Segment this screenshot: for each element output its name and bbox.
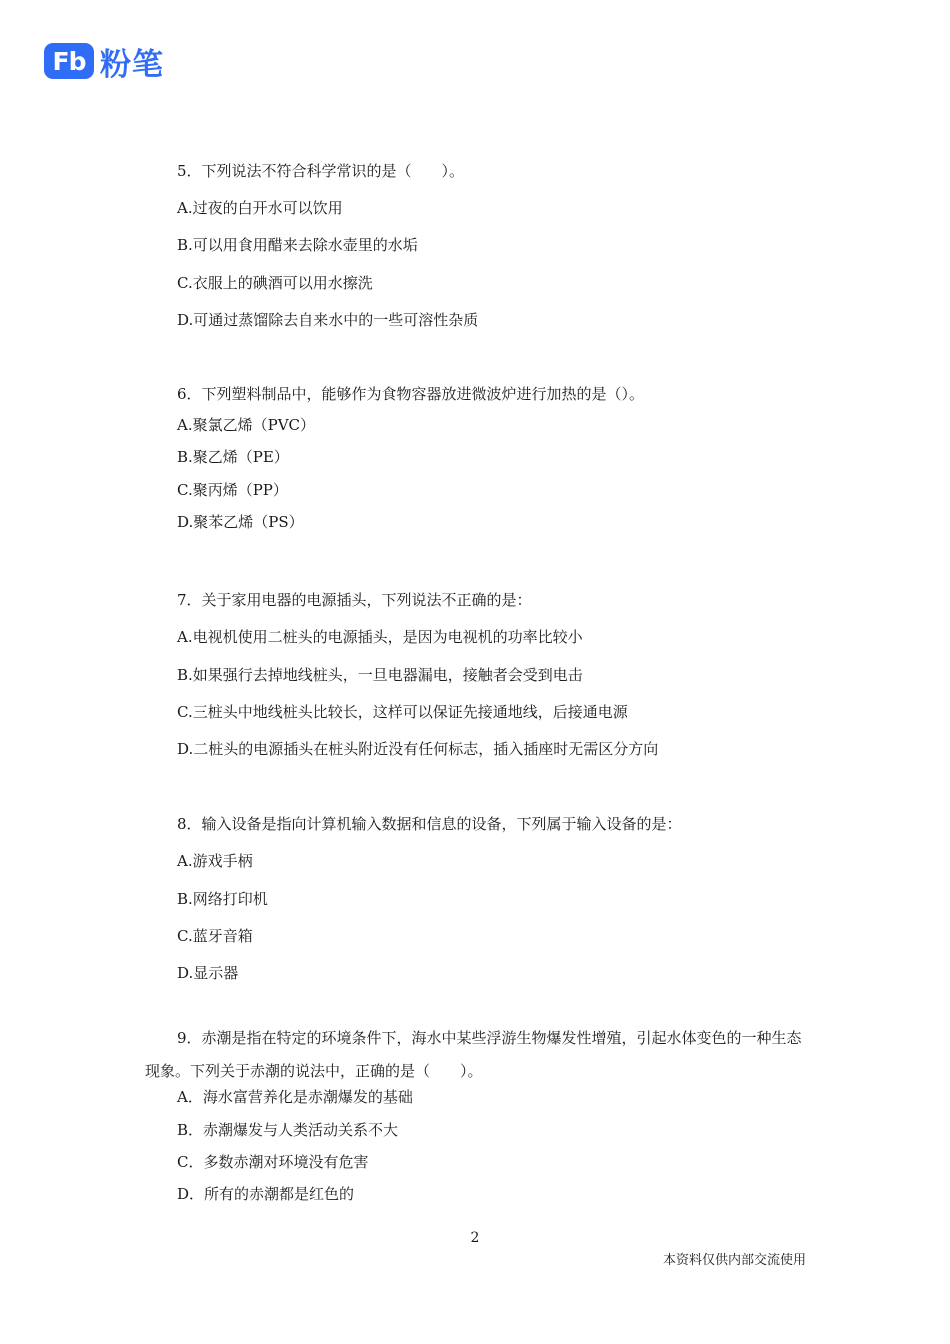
question-9-option-c: C．多数赤潮对环境没有危害	[177, 1153, 369, 1171]
question-5-option-a: A.过夜的白开水可以饮用	[177, 199, 343, 217]
question-8-option-b: B.网络打印机	[177, 890, 268, 908]
question-5-option-d: D.可通过蒸馏除去自来水中的一些可溶性杂质	[177, 311, 479, 329]
question-9-option-b: B．赤潮爆发与人类活动关系不大	[177, 1121, 399, 1139]
question-7-stem: 7．关于家用电器的电源插头，下列说法不正确的是：	[177, 591, 532, 609]
question-8-option-d: D.显示器	[177, 964, 239, 982]
page-number: 2	[470, 1230, 480, 1246]
question-8-option-c: C.蓝牙音箱	[177, 927, 253, 945]
footer-note: 本资料仅供内部交流使用	[662, 1253, 806, 1268]
question-7-option-b: B.如果强行去掉地线桩头，一旦电器漏电，接触者会受到电击	[177, 666, 583, 684]
question-9-option-d: D．所有的赤潮都是红色的	[177, 1185, 355, 1203]
question-9-stem: 9．赤潮是指在特定的环境条件下，海水中某些浮游生物爆发性增殖，引起水体变色的一种生态现象。下列关于赤潮的说法中，正确的是（ ）。	[145, 1029, 802, 1080]
brand-logo	[44, 41, 164, 81]
logo-mark-icon: Fb	[44, 43, 94, 79]
question-6-option-b: B.聚乙烯（PE）	[177, 448, 289, 466]
question-6-option-a: A.聚氯乙烯（PVC）	[177, 416, 316, 434]
question-5-option-c: C.衣服上的碘酒可以用水擦洗	[177, 274, 373, 292]
question-5-stem: 5．下列说法不符合科学常识的是（ ）。	[177, 162, 465, 180]
question-8-option-a: A.游戏手柄	[177, 852, 253, 870]
question-7-option-d: D.二桩头的电源插头在桩头附近没有任何标志，插入插座时无需区分方向	[177, 740, 659, 758]
question-6-stem: 6．下列塑料制品中，能够作为食物容器放进微波炉进行加热的是（）。	[177, 385, 645, 403]
question-9-option-a: A．海水富营养化是赤潮爆发的基础	[177, 1088, 413, 1106]
question-6-option-d: D.聚苯乙烯（PS）	[177, 513, 304, 531]
question-7-option-c: C.三桩头中地线桩头比较长，这样可以保证先接通地线，后接通电源	[177, 703, 628, 721]
question-6-option-c: C.聚丙烯（PP）	[177, 481, 288, 499]
logo-text: 粉笔	[100, 46, 164, 83]
question-7-option-a: A.电视机使用二桩头的电源插头，是因为电视机的功率比较小	[177, 628, 583, 646]
question-8-stem: 8．输入设备是指向计算机输入数据和信息的设备，下列属于输入设备的是：	[177, 815, 682, 833]
question-5-option-b: B.可以用食用醋来去除水壶里的水垢	[177, 236, 418, 254]
